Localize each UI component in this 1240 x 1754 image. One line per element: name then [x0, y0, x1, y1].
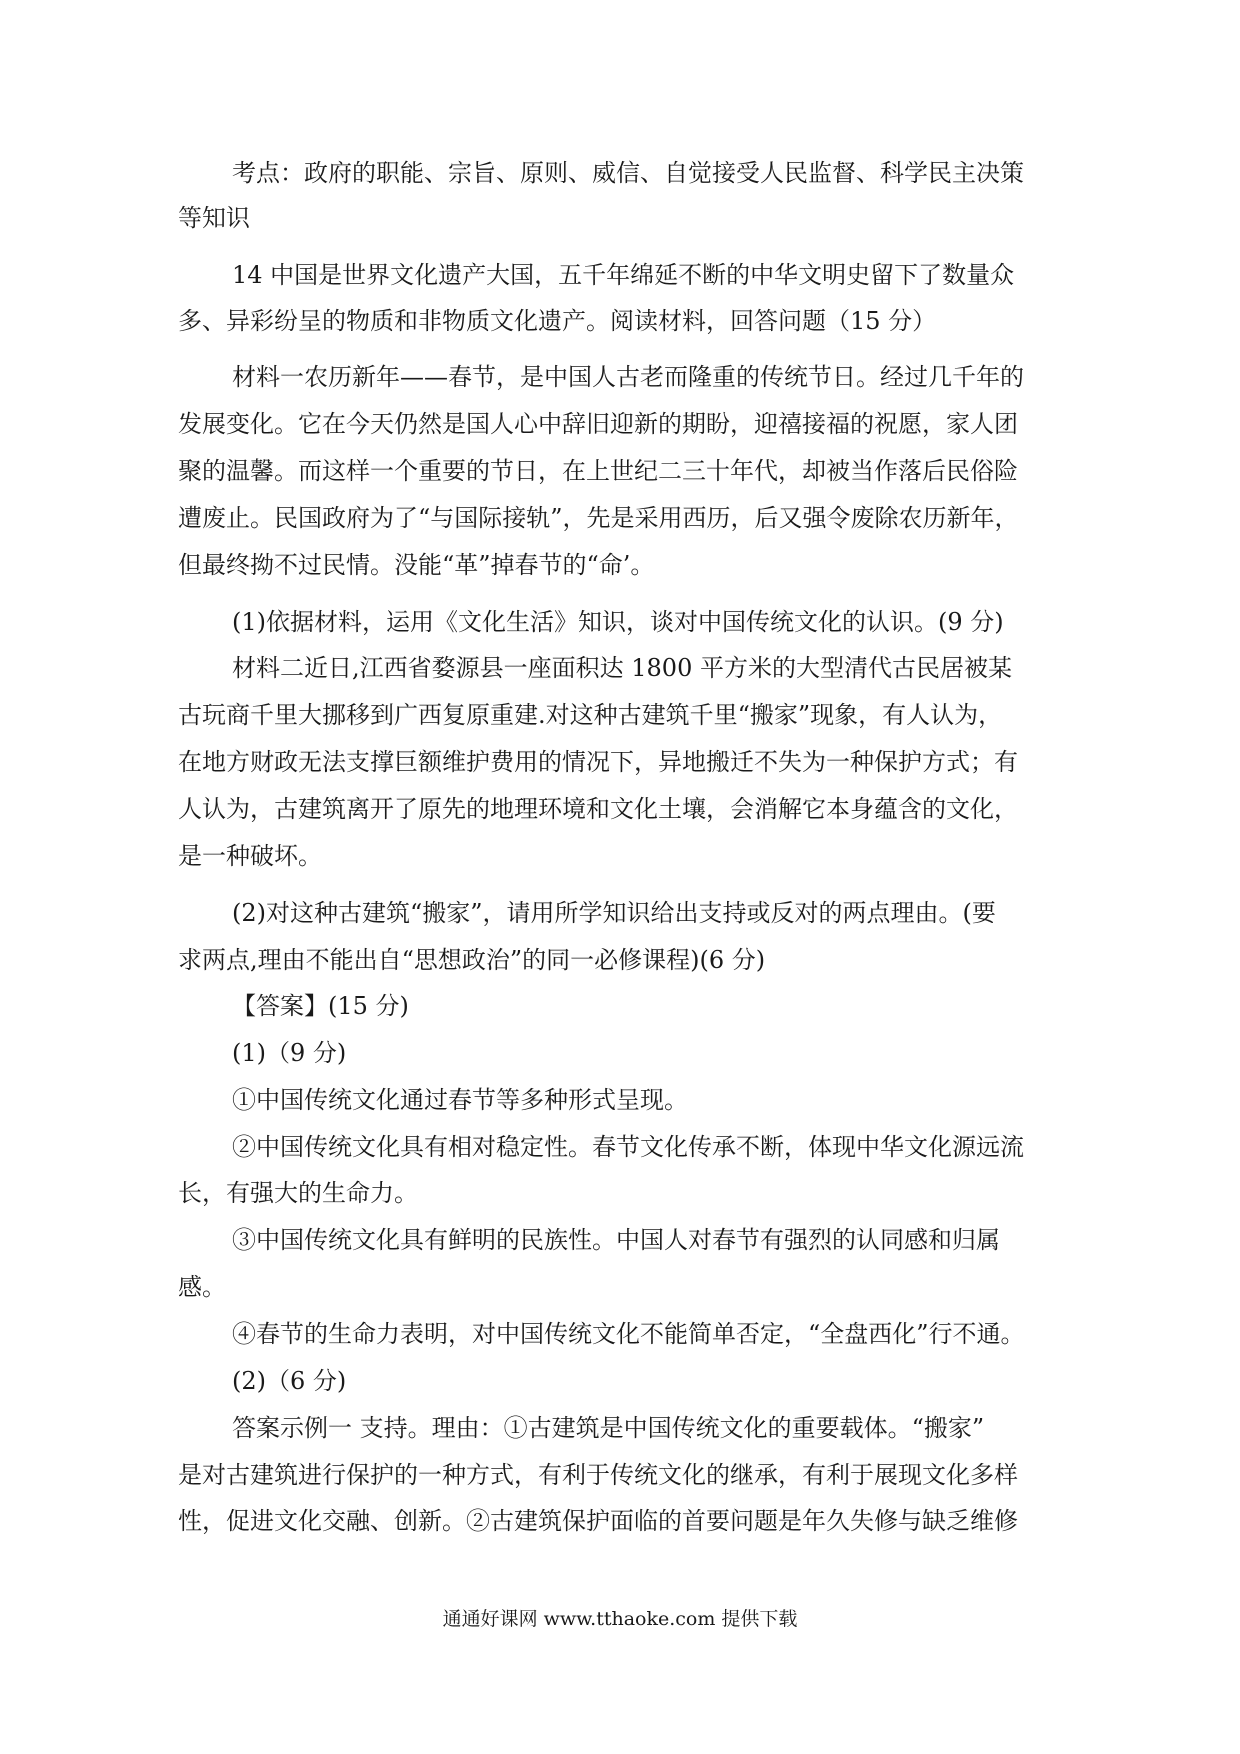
page-footer: 通通好课网 www.tthaoke.com 提供下载: [442, 1608, 798, 1630]
text-line: 但最终拗不过民情。没能“革”掉春节的“命’。: [178, 551, 655, 579]
answer-example: 答案示例一 支持。理由：①古建筑是中国传统文化的重要载体。“搬家”: [232, 1414, 985, 1442]
answer-point: ④春节的生命力表明，对中国传统文化不能简单否定，“全盘西化”行不通。: [232, 1320, 1025, 1348]
text-line: 发展变化。它在今天仍然是国人心中辞旧迎新的期盼，迎禧接福的祝愿，家人团: [178, 410, 1018, 438]
text-line: 长，有强大的生命力。: [178, 1179, 418, 1207]
answer-heading: 【答案】(15 分): [232, 992, 409, 1020]
text-line: 材料二近日,江西省婺源县一座面积达 1800 平方米的大型清代古民居被某: [232, 654, 1012, 682]
text-line: 求两点,理由不能出自“思想政治”的同一必修课程)(6 分): [178, 946, 766, 974]
text-line: 遭废止。民国政府为了“与国际接轨”，先是采用西历，后又强令废除农历新年，: [178, 504, 1019, 532]
answer-part-1: (1)（9 分): [232, 1039, 347, 1067]
answer-point: ③中国传统文化具有鲜明的民族性。中国人对春节有强烈的认同感和归属: [232, 1226, 1000, 1254]
answer-part-2: (2)（6 分): [232, 1367, 347, 1395]
text-line: 古玩商千里大挪移到广西复原重建.对这种古建筑千里“搬家”现象，有人认为，: [178, 701, 1003, 729]
text-line: 材料一农历新年——春节，是中国人古老而隆重的传统节日。经过几千年的: [232, 363, 1024, 391]
text-line: 是对古建筑进行保护的一种方式，有利于传统文化的继承，有利于展现文化多样: [178, 1461, 1018, 1489]
answer-point: ①中国传统文化通过春节等多种形式呈现。: [232, 1086, 688, 1114]
text-line: 考点：政府的职能、宗旨、原则、威信、自觉接受人民监督、科学民主决策: [232, 159, 1024, 187]
question-2: (2)对这种古建筑“搬家”，请用所学知识给出支持或反对的两点理由。(要: [232, 899, 996, 927]
text-line: 14 中国是世界文化遗产大国，五千年绵延不断的中华文明史留下了数量众: [232, 261, 1015, 289]
text-line: 聚的温馨。而这样一个重要的节日，在上世纪二三十年代，却被当作落后民俗险: [178, 457, 1018, 485]
text-line: 感。: [178, 1273, 226, 1301]
text-line: 多、异彩纷呈的物质和非物质文化遗产。阅读材料，回答问题（15 分）: [178, 307, 937, 335]
text-line: 等知识: [178, 204, 250, 232]
text-line: 人认为，古建筑离开了原先的地理环境和文化土壤，会消解它本身蕴含的文化，: [178, 795, 1018, 823]
question-1: (1)依据材料，运用《文化生活》知识，谈对中国传统文化的认识。(9 分): [232, 608, 1004, 636]
answer-point: ②中国传统文化具有相对稳定性。春节文化传承不断，体现中华文化源远流: [232, 1133, 1024, 1161]
text-line: 是一种破坏。: [178, 842, 322, 870]
text-line: 在地方财政无法支撑巨额维护费用的情况下，异地搬迁不失为一种保护方式；有: [178, 748, 1018, 776]
text-line: 性，促进文化交融、创新。②古建筑保护面临的首要问题是年久失修与缺乏维修: [178, 1507, 1018, 1535]
